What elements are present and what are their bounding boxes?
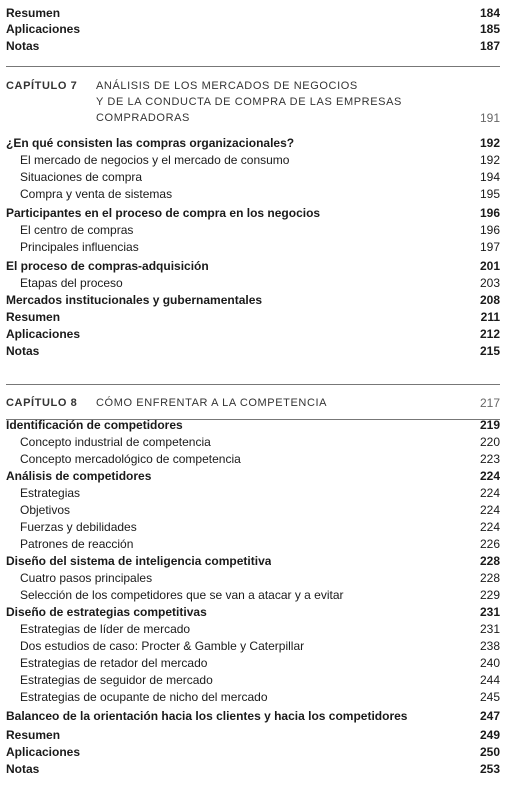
toc-section-title: Análisis de competidores [6, 469, 152, 483]
toc-section-title: Resumen [6, 310, 61, 324]
toc-subsection [20, 435, 500, 450]
chapter-title-line: ANÁLISIS DE LOS MERCADOS DE NEGOCIOS [96, 80, 358, 92]
section-divider [6, 384, 500, 385]
toc-subsection [20, 537, 500, 552]
toc-section-title: Mercados institucionales y gubernamentales [6, 293, 263, 307]
chapter-title-line: COMPRADORAS [96, 112, 190, 124]
toc-entry-page: 185 [479, 22, 500, 36]
toc-section-title: Participantes en el proceso de compra en los negocios [6, 206, 321, 220]
toc-subsection [20, 223, 500, 238]
toc-subsection-page: 229 [479, 588, 500, 602]
toc-section [6, 469, 500, 484]
toc-section-title: ¿En qué consisten las compras organizacionales? [6, 136, 295, 150]
toc-subsection-title: El centro de compras [20, 223, 134, 237]
toc-subsection-title: Patrones de reacción [20, 537, 134, 551]
toc-section [6, 310, 500, 325]
toc-subsection-page: 238 [479, 639, 500, 653]
toc-section-page: 192 [479, 136, 500, 150]
toc-section [6, 293, 500, 308]
toc-section-title: Resumen [6, 728, 61, 742]
toc-subsection-title: Dos estudios de caso: Procter & Gamble y Caterpillar [20, 639, 305, 653]
toc-subsection-title: Concepto industrial de competencia [20, 435, 211, 449]
toc-subsection-page: 240 [479, 656, 500, 670]
toc-subsection [20, 503, 500, 518]
toc-subsection-page: 231 [479, 622, 500, 636]
toc-subsection [20, 639, 500, 654]
toc-section-page: 249 [479, 728, 500, 742]
section-divider [6, 66, 500, 67]
toc-section [6, 327, 500, 342]
toc-section [6, 206, 500, 221]
toc-section-page: 208 [479, 293, 500, 307]
toc-section-title: Diseño del sistema de inteligencia competitiva [6, 554, 272, 568]
toc-subsection-title: Cuatro pasos principales [20, 571, 153, 585]
toc-subsection [20, 673, 500, 688]
chapter-title-line: CÓMO ENFRENTAR A LA COMPETENCIA [96, 397, 328, 409]
toc-subsection-page: 196 [479, 223, 500, 237]
toc-subsection-title: Compra y venta de sistemas [20, 187, 173, 201]
chapter-page: 217 [479, 396, 500, 410]
toc-subsection-title: Principales influencias [20, 240, 139, 254]
toc-subsection-title: Estrategias de seguidor de mercado [20, 673, 213, 687]
toc-section [6, 762, 500, 777]
toc-subsection-page: 228 [479, 571, 500, 585]
toc-subsection [20, 170, 500, 185]
toc-subsection [20, 276, 500, 291]
toc-subsection-page: 224 [479, 503, 500, 517]
toc-subsection-title: Selección de los competidores que se van a atacar y a evitar [20, 588, 344, 602]
chapter-page: 191 [479, 111, 500, 125]
chapter-number: CAPÍTULO 8 [6, 397, 78, 409]
toc-section [6, 605, 500, 620]
toc-subsection-page: 192 [479, 153, 500, 167]
toc-section-title: Identificación de competidores [6, 418, 183, 432]
toc-section [6, 554, 500, 569]
toc-section-page: 228 [479, 554, 500, 568]
chapter-title [96, 395, 327, 411]
toc-entry-title: Notas [6, 39, 40, 53]
toc-section [6, 136, 500, 151]
toc-subsection-title: Estrategias de retador del mercado [20, 656, 208, 670]
toc-section-title: Aplicaciones [6, 327, 81, 341]
chapter-title [96, 78, 402, 126]
toc-subsection [20, 187, 500, 202]
toc-section-page: 211 [480, 310, 500, 324]
toc-entry-title: Aplicaciones [6, 22, 81, 36]
toc-subsection [20, 452, 500, 467]
toc-subsection-page: 244 [479, 673, 500, 687]
toc-subsection-page: 224 [479, 486, 500, 500]
toc-section [6, 344, 500, 359]
toc-subsection [20, 656, 500, 671]
toc-section-page: 247 [479, 709, 500, 723]
toc-entry [6, 39, 500, 54]
toc-subsection-title: El mercado de negocios y el mercado de consumo [20, 153, 290, 167]
toc-section [6, 745, 500, 760]
toc-section-page: 212 [479, 327, 500, 341]
toc-subsection [20, 240, 500, 255]
toc-subsection [20, 622, 500, 637]
toc-entry-page: 187 [479, 39, 500, 53]
toc-subsection-page: 226 [479, 537, 500, 551]
toc-section-page: 253 [479, 762, 500, 776]
toc-subsection-page: 203 [479, 276, 500, 290]
toc-section [6, 728, 500, 743]
toc-section-page: 250 [479, 745, 500, 759]
toc-section-page: 231 [479, 605, 500, 619]
toc-subsection [20, 690, 500, 705]
toc-subsection-page: 220 [479, 435, 500, 449]
chapter-title-line: Y DE LA CONDUCTA DE COMPRA DE LAS EMPRESAS [96, 96, 402, 108]
toc-subsection [20, 486, 500, 501]
toc-subsection-title: Fuerzas y debilidades [20, 520, 137, 534]
toc-section-page: 196 [479, 206, 500, 220]
toc-subsection-page: 245 [479, 690, 500, 704]
toc-subsection-page: 194 [479, 170, 500, 184]
toc-subsection-title: Estrategias de líder de mercado [20, 622, 191, 636]
toc-section [6, 418, 500, 433]
toc-subsection-page: 224 [479, 520, 500, 534]
toc-section-title: Notas [6, 762, 40, 776]
toc-section-page: 201 [479, 259, 500, 273]
toc-section-page: 215 [479, 344, 500, 358]
toc-subsection-page: 195 [479, 187, 500, 201]
toc-subsection [20, 571, 500, 586]
toc-entry [6, 6, 500, 21]
toc-subsection-title: Concepto mercadológico de competencia [20, 452, 241, 466]
toc-section-title: Notas [6, 344, 40, 358]
toc-subsection-title: Estrategias [20, 486, 81, 500]
toc-subsection-title: Etapas del proceso [20, 276, 123, 290]
toc-section-page: 224 [479, 469, 500, 483]
toc-section [6, 259, 500, 274]
toc-subsection [20, 153, 500, 168]
toc-subsection-page: 197 [479, 240, 500, 254]
toc-subsection-title: Estrategias de ocupante de nicho del mercado [20, 690, 268, 704]
toc-subsection-title: Situaciones de compra [20, 170, 143, 184]
toc-entry [6, 22, 500, 37]
toc-entry-page: 184 [479, 6, 500, 20]
chapter-number: CAPÍTULO 7 [6, 80, 78, 92]
toc-subsection [20, 520, 500, 535]
toc-subsection-title: Objetivos [20, 503, 71, 517]
toc-section-title: El proceso de compras-adquisición [6, 259, 209, 273]
toc-section-title: Aplicaciones [6, 745, 81, 759]
toc-section [6, 709, 500, 724]
toc-subsection [20, 588, 500, 603]
toc-subsection-page: 223 [479, 452, 500, 466]
toc-section-title: Diseño de estrategias competitivas [6, 605, 207, 619]
toc-entry-title: Resumen [6, 6, 61, 20]
toc-section-page: 219 [479, 418, 500, 432]
toc-section-title: Balanceo de la orientación hacia los clientes y hacia los competidores [6, 709, 408, 723]
